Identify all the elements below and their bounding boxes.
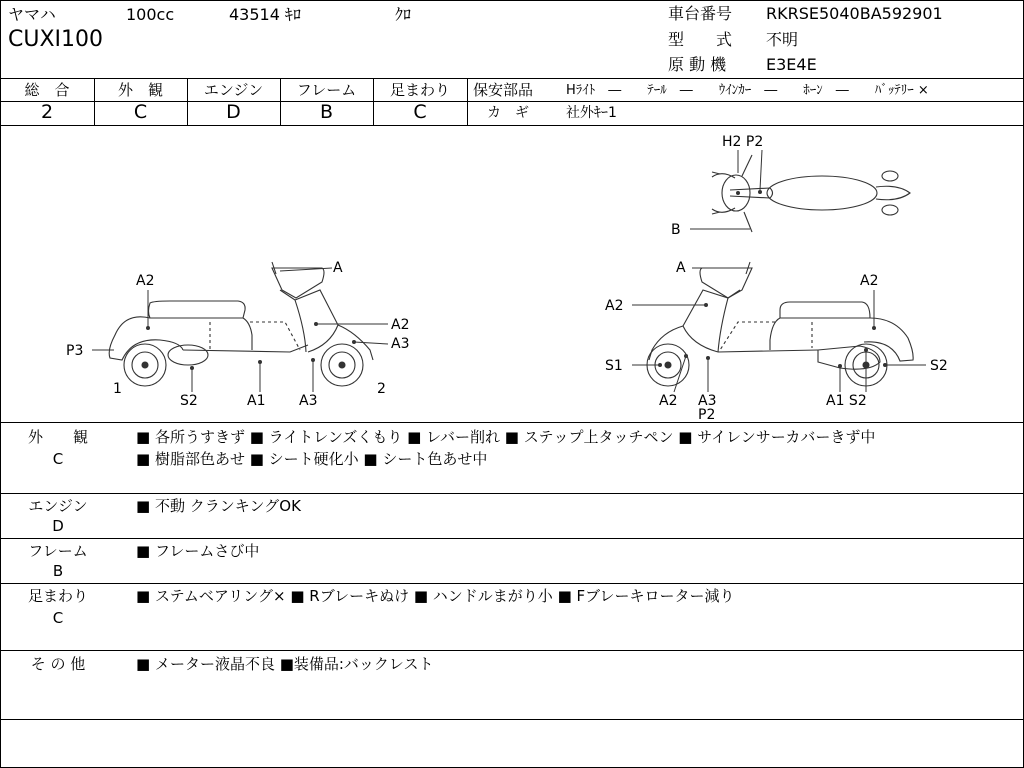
section-line: ■ 不動 クランキングOK (136, 497, 301, 515)
divider (467, 78, 468, 125)
engine-label: 原 動 機 (668, 55, 727, 74)
label-s1: S1 (605, 358, 623, 374)
label-a2: A2 (659, 393, 678, 409)
label-s2: S2 (180, 393, 198, 409)
color: ｸﾛ (395, 5, 412, 24)
section-grade: D (52, 517, 64, 535)
label-a3: A3 (391, 336, 410, 352)
section-grade: B (52, 562, 64, 580)
grade-value-engine: D (226, 101, 241, 123)
label-2: 2 (377, 381, 386, 397)
mileage: 43514 ｷﾛ (229, 5, 301, 24)
divider (0, 422, 1024, 423)
damage-diagram (0, 126, 1024, 422)
label-a2: A2 (860, 273, 879, 289)
divider (0, 719, 1024, 720)
key-label: カ ギ (487, 105, 529, 121)
engine-value: E3E4E (766, 55, 817, 74)
grade-value-exterior: C (133, 101, 148, 123)
frame-no: RKRSE5040BA592901 (766, 4, 943, 23)
frame-no-label: 車台番号 (668, 4, 733, 23)
section-title: フレーム (28, 542, 88, 560)
divider (0, 78, 1024, 79)
section-title: 足まわり (27, 587, 88, 605)
leader-lines (92, 150, 926, 392)
type-label: 型 式 (668, 30, 733, 49)
label-a2: A2 (136, 273, 155, 289)
label-h2-p2: H2 P2 (722, 134, 764, 150)
diagram-labels (66, 134, 948, 422)
divider (467, 101, 1024, 102)
section-title: そ の 他 (30, 655, 86, 673)
safety-title: 保安部品 (473, 81, 534, 99)
grade-header-suspension: 足まわり (389, 81, 450, 99)
model-name: CUXI100 (8, 27, 104, 52)
label-a1-s2: A1 S2 (826, 393, 867, 409)
grade-value-suspension: C (413, 101, 427, 123)
type-value: 不明 (766, 30, 799, 49)
marker-dots (146, 190, 887, 370)
section-title: 外 観 (27, 428, 88, 446)
grade-header-exterior: 外 観 (117, 81, 163, 99)
section-grade: C (52, 609, 64, 627)
section-line: ■ ステムベアリング× ■ Rブレーキぬけ ■ ハンドルまがり小 ■ Fブレーキローター減り (136, 587, 735, 605)
maker: ヤマハ (8, 5, 56, 24)
grade-header-frame: フレーム (296, 81, 357, 99)
grade-header-overall: 総 合 (24, 81, 70, 99)
section-line: ■ 樹脂部色あせ ■ シート硬化小 ■ シート色あせ中 (136, 450, 488, 468)
label-a2: A2 (605, 298, 624, 314)
divider (0, 583, 1024, 584)
divider (0, 538, 1024, 539)
section-line: ■ 各所うすきず ■ ライトレンズくもり ■ レバー削れ ■ ステップ上タッチペン ■ サイレンサーカバーきず中 (136, 428, 876, 446)
label-s2: S2 (930, 358, 948, 374)
displacement: 100cc (126, 5, 175, 24)
section-line: ■ メーター液晶不良 ■装備品:バックレスト (136, 655, 434, 673)
label-a: A (676, 260, 686, 276)
label-a3: A3 (698, 393, 717, 409)
label-a1: A1 (247, 393, 266, 409)
safety-items: Hﾗｲﾄ ― ﾃｰﾙ ― ｳｲﾝｶｰ ― ﾎｰﾝ ― ﾊﾞｯﾃﾘｰ × (566, 83, 929, 98)
key-value: 社外ｷｰ1 (566, 105, 617, 121)
scooter-top-view (712, 155, 910, 232)
label-1: 1 (113, 381, 122, 397)
divider (0, 493, 1024, 494)
label-b: B (671, 222, 681, 238)
label-a2: A2 (391, 317, 410, 333)
section-title: エンジン (28, 497, 88, 515)
section-line: ■ フレームさび中 (136, 542, 260, 560)
label-a3: A3 (299, 393, 318, 409)
grade-value-frame: B (319, 101, 334, 123)
section-grade: C (52, 450, 64, 468)
grade-value-overall: 2 (40, 101, 54, 123)
label-p3: P3 (66, 343, 84, 359)
label-p2: P2 (698, 407, 716, 422)
label-a: A (333, 260, 343, 276)
grade-header-engine: エンジン (203, 81, 264, 99)
divider (0, 650, 1024, 651)
